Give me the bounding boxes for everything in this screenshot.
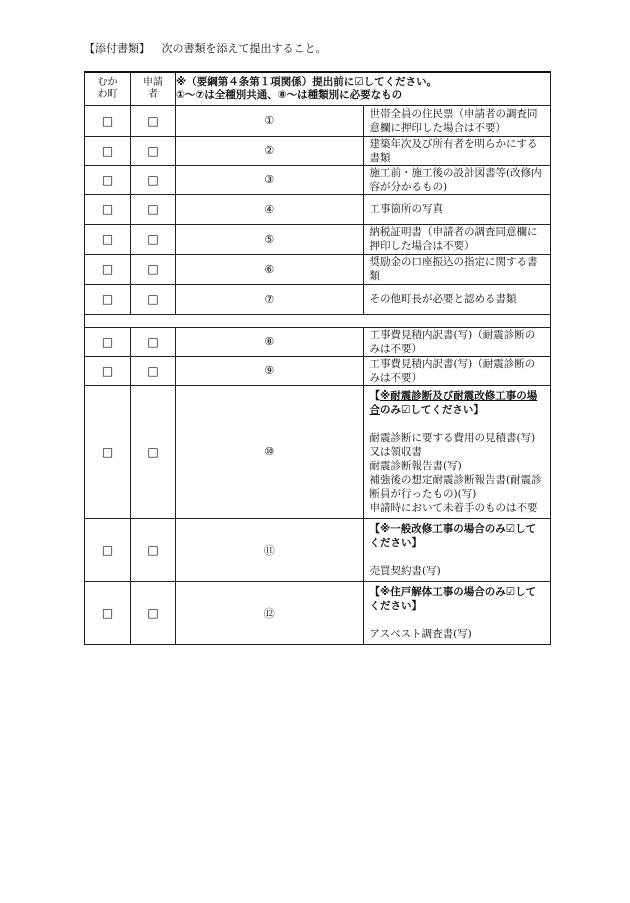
demolition-note [370,585,545,613]
town-checkbox[interactable]: □ [85,385,131,518]
item-number: ⑩ [176,385,364,518]
item-text: 奨励金の口座振込の指定に関する書類 [363,254,551,284]
table-row [85,194,551,224]
header-instructions [176,72,551,105]
seismic-note [370,389,545,417]
seismic-line-2: 耐震診断報告書(写) [369,459,462,472]
town-checkbox[interactable]: □ [85,284,131,314]
item-text: 施工前・施工後の設計図書等(改修内容が分かるもの) [363,165,551,194]
header-applicant-column [131,72,176,105]
applicant-checkbox[interactable]: □ [131,385,176,518]
applicant-checkbox[interactable]: □ [131,105,176,136]
applicant-checkbox[interactable]: □ [131,284,176,314]
header-town-column [85,72,131,105]
seismic-line-1: 耐震診断に要する費用の見積書(写)又は領収書 [369,431,536,458]
seismic-line-4: 申請時において未着手のものは不要 [369,501,538,514]
town-checkbox[interactable]: □ [85,165,131,194]
item-text: 工事箇所の写真 [363,194,551,224]
note-text-end: してください】 [369,522,537,549]
general-note [370,522,545,550]
separator-cell [85,314,551,327]
note-text-end: してください】 [410,403,484,416]
note-text: 【※住戸解体工事の場合のみ [369,585,506,598]
item-number: ① [176,105,364,136]
note-text: のみ [380,403,401,416]
applicant-checkbox[interactable]: □ [131,518,176,581]
table-row-general [85,518,551,581]
checked-box-icon: ☑ [505,585,516,598]
checked-box-icon: ☑ [354,75,364,88]
table-row-demolition [85,581,551,644]
applicant-checkbox[interactable]: □ [131,224,176,254]
item-number: ⑪ [176,518,364,581]
item-number: ⑤ [176,224,364,254]
table-row [85,165,551,194]
note-text-end: してください】 [369,585,537,612]
table-row [85,254,551,284]
attachment-heading-label: 【添付書類】 [84,42,150,55]
header-applicant-line2: 者 [148,88,158,100]
table-row [85,224,551,254]
note-underlined-text: ※耐震診断及び耐震改修工事の場合 [369,389,538,416]
item-text: 工事費見積内訳書(写)（耐震診断のみは不要） [363,356,551,385]
item-number: ④ [176,194,364,224]
applicant-checkbox[interactable]: □ [131,194,176,224]
table-row [85,284,551,314]
town-checkbox[interactable]: □ [85,105,131,136]
town-checkbox[interactable]: □ [85,518,131,581]
header-instructions-line2: ①～⑦は全種別共通、⑧～は種類別に必要なもの [176,88,403,101]
header-instruction-text-end: してください。 [363,75,438,88]
table-row [85,356,551,385]
table-row [85,105,551,136]
seismic-item-text [363,385,551,518]
header-instructions-line1 [176,76,550,89]
table-header-row [85,72,551,105]
header-town-line1: むか [97,76,118,88]
table-row [85,327,551,356]
checked-box-icon: ☑ [401,403,411,416]
item-number: ⑨ [176,356,364,385]
table-row [85,136,551,165]
town-checkbox[interactable]: □ [85,136,131,165]
header-applicant-line1: 申請 [143,76,163,88]
header-town-line2: わ町 [97,88,118,100]
town-checkbox[interactable]: □ [85,224,131,254]
item-number: ⑦ [176,284,364,314]
attachment-checklist-table [84,71,551,645]
applicant-checkbox[interactable]: □ [131,581,176,644]
item-text: 世帯全員の住民票（申請者の調査同意欄に押印した場合は不要） [363,105,551,136]
attachment-heading-text: 次の書類を添えて提出すること。 [161,42,327,55]
town-checkbox[interactable]: □ [85,356,131,385]
table-row-seismic [85,385,551,518]
applicant-checkbox[interactable]: □ [131,254,176,284]
applicant-checkbox[interactable]: □ [131,165,176,194]
item-number: ⑫ [176,581,364,644]
town-checkbox[interactable]: □ [85,194,131,224]
applicant-checkbox[interactable]: □ [131,356,176,385]
attachment-heading [84,40,327,56]
item-text: 納税証明書（申請者の調査同意欄に押印した場合は不要） [363,224,551,254]
applicant-checkbox[interactable]: □ [131,327,176,356]
seismic-line-3: 補強後の想定耐震診断報告書(耐震診断員が行ったもの)(写) [369,473,542,500]
item-number: ⑥ [176,254,364,284]
checked-box-icon: ☑ [505,522,516,535]
town-checkbox[interactable]: □ [85,327,131,356]
note-text: 【※一般改修工事の場合のみ [369,522,506,535]
header-instruction-text: ※（要綱第４条第１項関係）提出前に [176,75,355,88]
general-line-1: 売買契約書(写) [369,564,441,577]
demolition-item-text [363,581,551,644]
town-checkbox[interactable]: □ [85,581,131,644]
applicant-checkbox[interactable]: □ [131,136,176,165]
general-item-text [363,518,551,581]
note-bracket: 【 [369,389,380,402]
item-number: ⑧ [176,327,364,356]
separator-row [85,314,551,327]
item-text: 建築年次及び所有者を明らかにする書類 [363,136,551,165]
item-text: 工事費見積内訳書(写)（耐震診断のみは不要） [363,327,551,356]
town-checkbox[interactable]: □ [85,254,131,284]
demolition-line-1: アスベスト調査書(写) [369,627,472,640]
item-number: ② [176,136,364,165]
item-text: その他町長が必要と認める書類 [363,284,551,314]
item-number: ③ [176,165,364,194]
